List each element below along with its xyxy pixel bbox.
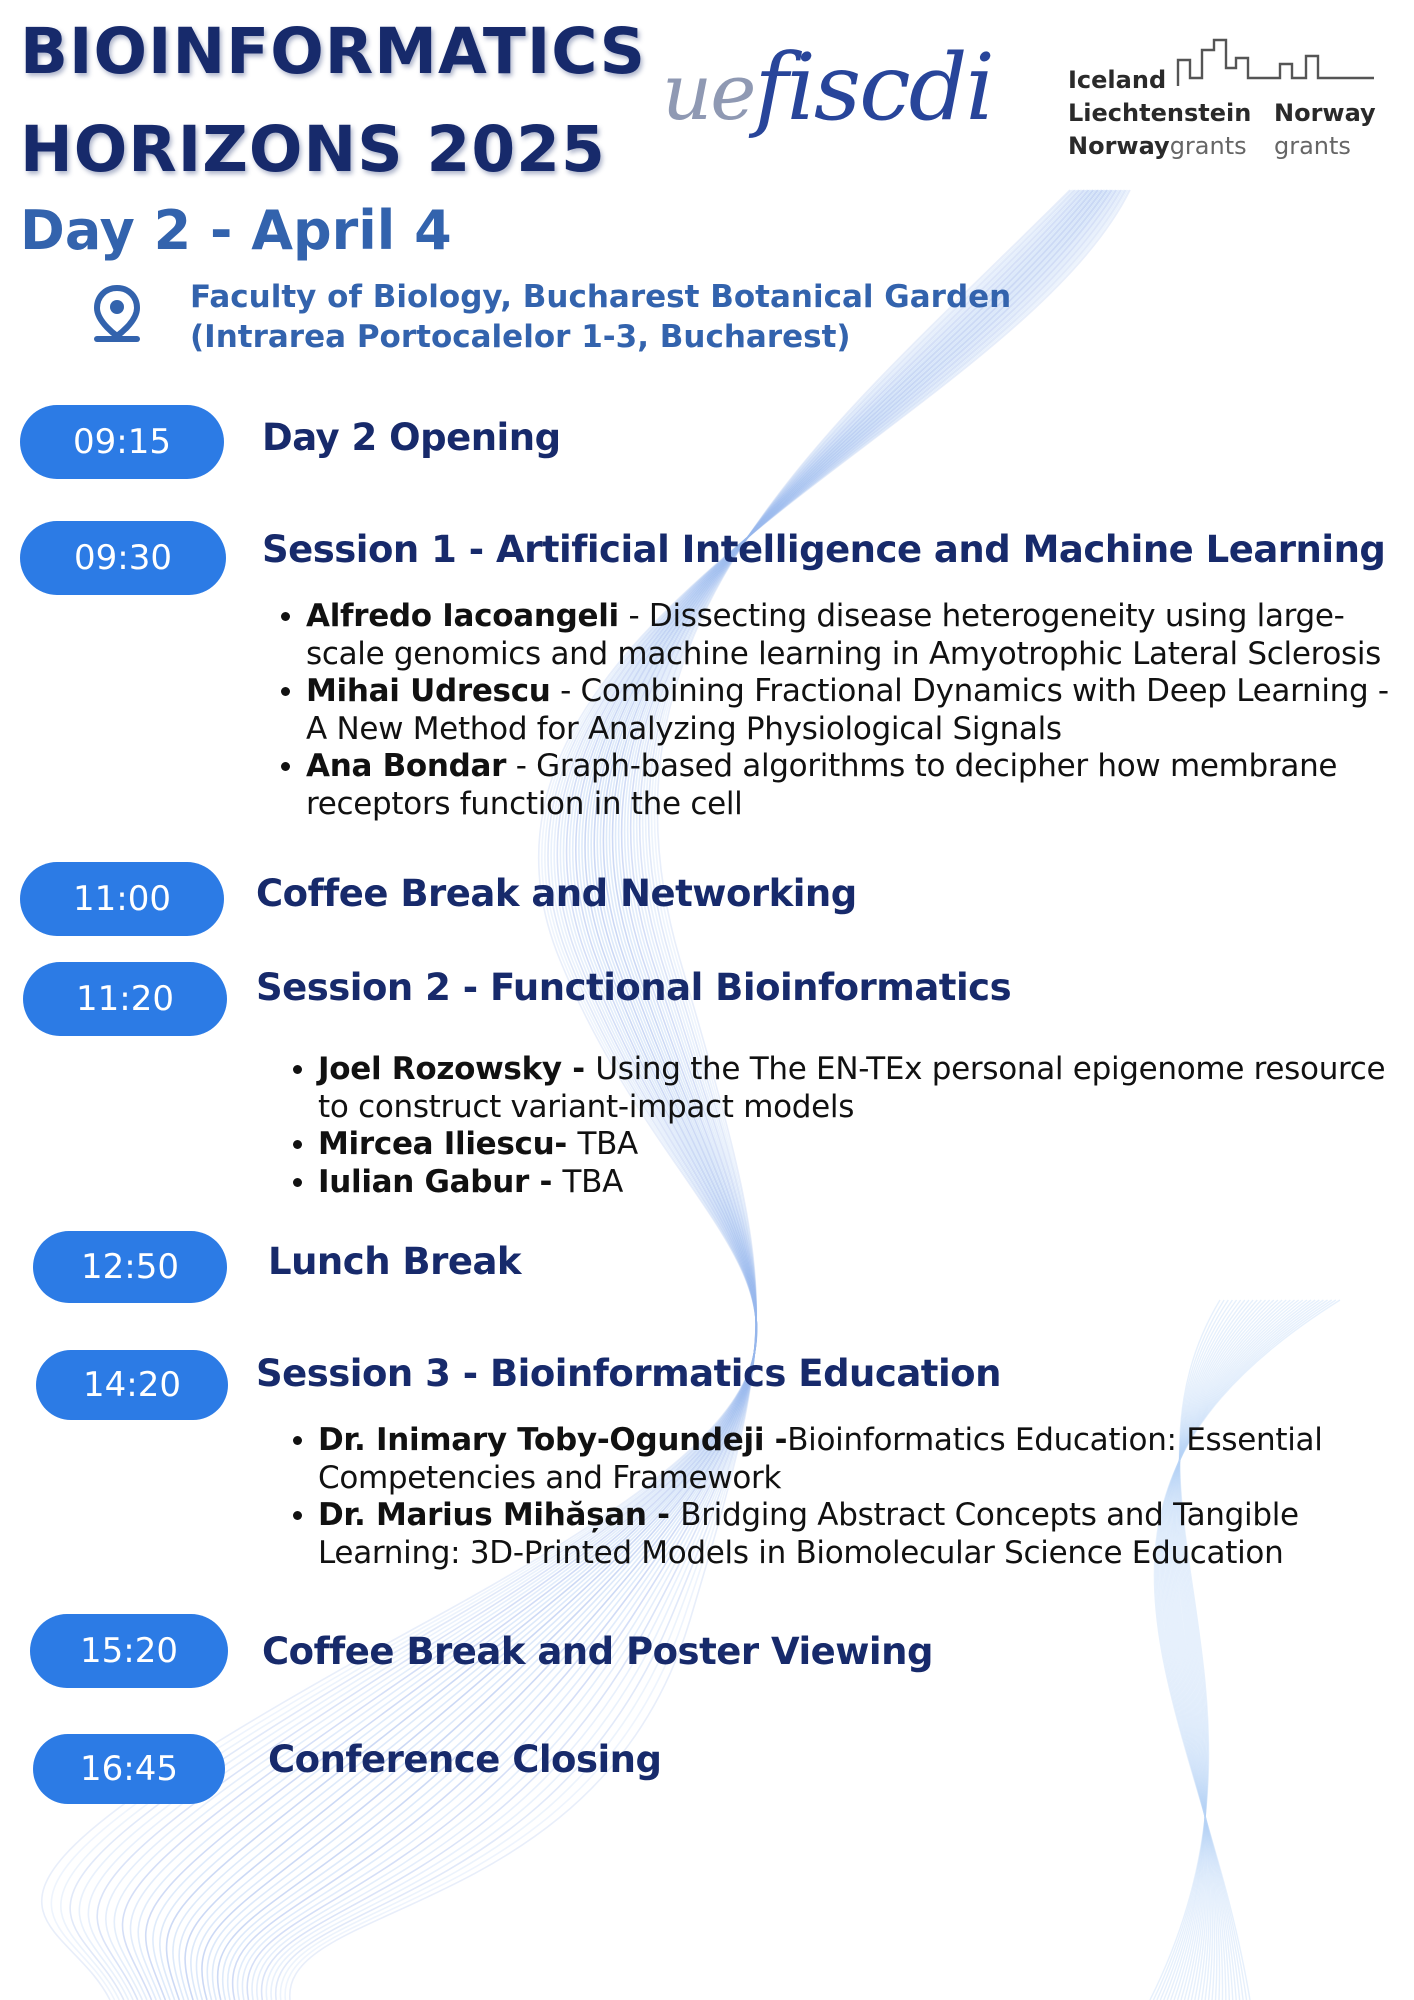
schedule-title: Conference Closing <box>268 1738 662 1781</box>
session2-talks <box>284 1051 1398 1201</box>
session-title: Session 1 - Artificial Intelligence and Machine Learning <box>262 528 1386 571</box>
uefiscdi-logo-suffix: fiscdi <box>754 34 993 141</box>
time-pill: 09:30 <box>20 521 226 595</box>
talk-item <box>318 1126 1398 1164</box>
venue-text <box>190 277 1011 357</box>
grants-liechtenstein: Liechtenstein <box>1068 99 1252 127</box>
grants-norway: Norway <box>1068 132 1170 160</box>
time-pill: 12:50 <box>33 1231 227 1303</box>
norway-grants-label: grants <box>1274 132 1351 160</box>
grants-logo <box>1068 30 1388 170</box>
session3-talks <box>284 1422 1398 1572</box>
talk-title: Bioinformatics Education: Essential Competencies and Framework <box>318 1422 1323 1496</box>
grants-label: grants <box>1169 132 1247 160</box>
talk-title: - Graph-based algorithms to decipher how membrane receptors function in the cell <box>306 748 1338 822</box>
uefiscdi-logo <box>662 34 993 141</box>
talk-item <box>306 598 1394 673</box>
event-title-line2: HORIZONS 2025 <box>20 113 606 186</box>
talk-speaker: Dr. Inimary Toby-Ogundeji - <box>318 1422 788 1458</box>
talk-title: TBA <box>562 1163 624 1200</box>
talk-title: TBA <box>577 1126 638 1162</box>
talk-speaker: Alfredo Iacoangeli <box>306 598 619 634</box>
talk-speaker: Iulian Gabur - <box>318 1163 563 1200</box>
time-pill: 11:00 <box>20 862 224 936</box>
talk-speaker: Joel Rozowsky - <box>318 1051 596 1087</box>
talk-speaker: Mihai Udrescu <box>306 673 551 709</box>
schedule-title: Coffee Break and Networking <box>256 872 857 915</box>
talk-item <box>318 1422 1398 1497</box>
talk-title: Bridging Abstract Concepts and Tangible Learning: 3D-Printed Models in Biomolecular Science Education <box>318 1497 1299 1571</box>
talk-speaker: Mircea Iliescu- <box>318 1126 578 1162</box>
schedule-title: Day 2 Opening <box>262 416 561 459</box>
talk-speaker: Dr. Marius Mihășan - <box>318 1497 681 1533</box>
talk-title: - Dissecting disease heterogeneity using large-scale genomics and machine learning in Amyotrophic Lateral Sclerosis <box>306 598 1382 672</box>
time-pill: 16:45 <box>33 1734 225 1804</box>
event-title-line1: BIOINFORMATICS <box>20 15 647 88</box>
venue-line1: Faculty of Biology, Bucharest Botanical Garden <box>190 279 1012 315</box>
session-title: Session 2 - Functional Bioinformatics <box>256 966 1012 1009</box>
time-pill: 09:15 <box>20 405 224 479</box>
talk-item <box>318 1051 1398 1126</box>
schedule-title: Lunch Break <box>268 1240 522 1283</box>
talk-item <box>318 1497 1398 1572</box>
session-title: Session 3 - Bioinformatics Education <box>256 1352 1001 1395</box>
time-pill: 14:20 <box>36 1350 228 1420</box>
talk-item <box>306 748 1394 823</box>
norway-grants-norway: Norway <box>1274 99 1376 127</box>
location-pin-icon <box>90 284 144 344</box>
venue-line2: (Intrarea Portocalelor 1-3, Bucharest) <box>190 319 851 355</box>
uefiscdi-logo-prefix: ue <box>662 48 755 138</box>
day-date: Day 2 - April 4 <box>20 199 452 262</box>
session1-talks <box>272 598 1394 823</box>
talk-speaker: Ana Bondar <box>306 748 507 784</box>
talk-item <box>306 673 1394 748</box>
talk-title: Using the The EN-TEx personal epigenome resource to construct variant-impact models <box>318 1051 1386 1125</box>
grants-iceland: Iceland <box>1068 66 1167 94</box>
talk-item <box>318 1164 1398 1202</box>
schedule-title: Coffee Break and Poster Viewing <box>262 1630 933 1673</box>
time-pill: 11:20 <box>23 962 227 1036</box>
time-pill: 15:20 <box>30 1614 228 1688</box>
talk-title: - Combining Fractional Dynamics with Deep Learning - A New Method for Analyzing Physiological Signals <box>306 673 1389 747</box>
